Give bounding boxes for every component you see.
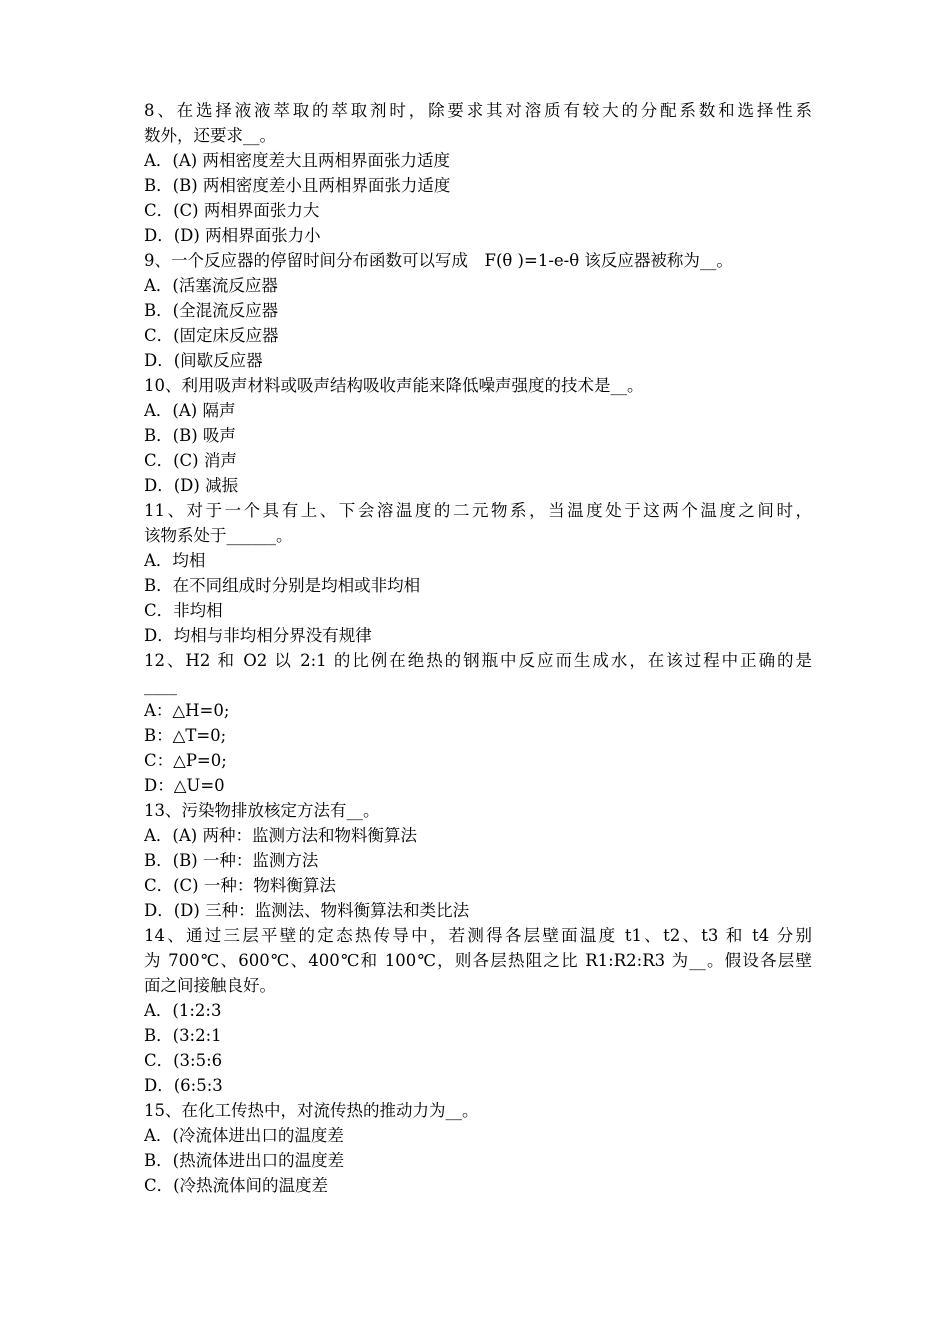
answer-option: A．(活塞流反应器 bbox=[144, 276, 278, 295]
document-page bbox=[144, 98, 812, 1198]
question-stem-line: 11、对于一个具有上、下会溶温度的二元物系，当温度处于这两个温度之间时， bbox=[144, 501, 812, 520]
question-11 bbox=[144, 498, 812, 648]
question-stem-line: 12、H2 和 O2 以 2:1 的比例在绝热的钢瓶中反应而生成水，在该过程中正确的是 bbox=[144, 651, 812, 670]
question-13 bbox=[144, 798, 812, 923]
answer-option: A．(1:2:3 bbox=[144, 1001, 222, 1020]
question-10 bbox=[144, 373, 812, 498]
answer-option: B．(热流体进出口的温度差 bbox=[144, 1151, 345, 1170]
question-12 bbox=[144, 648, 812, 798]
question-stem-line: 13、污染物排放核定方法有__。 bbox=[144, 801, 380, 820]
answer-option: D．(D) 减振 bbox=[144, 476, 239, 495]
answer-option: B．(全混流反应器 bbox=[144, 301, 279, 320]
question-stem-line: 15、在化工传热中，对流传热的推动力为__。 bbox=[144, 1101, 479, 1120]
question-stem-line: 9、一个反应器的停留时间分布函数可以写成 F(θ )=1-e-θ 该反应器被称为__。 bbox=[144, 251, 733, 270]
question-14 bbox=[144, 923, 812, 1098]
question-stem-line: ____ bbox=[144, 676, 177, 695]
answer-option: C．(3:5:6 bbox=[144, 1051, 223, 1070]
question-stem-line: 为 700℃、600℃、400℃和 100℃，则各层热阻之比 R1:R2:R3 为__。假设各层壁 bbox=[144, 951, 812, 970]
answer-option: A．(A) 两相密度差大且两相界面张力适度 bbox=[144, 151, 450, 170]
answer-option: B．(3:2:1 bbox=[144, 1026, 222, 1045]
answer-option: D．(6:5:3 bbox=[144, 1076, 223, 1095]
question-stem-line: 面之间接触良好。 bbox=[144, 976, 276, 995]
question-stem-line: 8、在选择液液萃取的萃取剂时，除要求其对溶质有较大的分配系数和选择性系 bbox=[144, 101, 812, 120]
answer-option: D．均相与非均相分界没有规律 bbox=[144, 626, 372, 645]
answer-option: C．非均相 bbox=[144, 601, 223, 620]
question-stem-line: 14、通过三层平壁的定态热传导中，若测得各层壁面温度 t1、t2、t3 和 t4 分别 bbox=[144, 926, 812, 945]
answer-option: B．在不同组成时分别是均相或非均相 bbox=[144, 576, 421, 595]
answer-option: C．(冷热流体间的温度差 bbox=[144, 1176, 329, 1195]
answer-option: D．(D) 三种：监测法、物料衡算法和类比法 bbox=[144, 901, 470, 920]
answer-option: A．(A) 两种：监测方法和物料衡算法 bbox=[144, 826, 417, 845]
question-stem-line: 10、利用吸声材料或吸声结构吸收声能来降低噪声强度的技术是__。 bbox=[144, 376, 644, 395]
question-15 bbox=[144, 1098, 812, 1198]
answer-option: D：△U=0 bbox=[144, 776, 225, 795]
answer-option: C．(固定床反应器 bbox=[144, 326, 279, 345]
question-stem-line: 数外，还要求__。 bbox=[144, 126, 276, 145]
answer-option: B．(B) 吸声 bbox=[144, 426, 236, 445]
answer-option: C．(C) 一种：物料衡算法 bbox=[144, 876, 336, 895]
answer-option: C．(C) 两相界面张力大 bbox=[144, 201, 320, 220]
answer-option: A．均相 bbox=[144, 551, 206, 570]
answer-option: D．(D) 两相界面张力小 bbox=[144, 226, 321, 245]
answer-option: C．(C) 消声 bbox=[144, 451, 237, 470]
answer-option: B．(B) 两相密度差小且两相界面张力适度 bbox=[144, 176, 451, 195]
question-9 bbox=[144, 248, 812, 373]
answer-option: C：△P=0; bbox=[144, 751, 227, 770]
question-stem-line: 该物系处于______。 bbox=[144, 526, 293, 545]
answer-option: B．(B) 一种：监测方法 bbox=[144, 851, 319, 870]
question-8 bbox=[144, 98, 812, 248]
answer-option: A．(冷流体进出口的温度差 bbox=[144, 1126, 344, 1145]
answer-option: A：△H=0; bbox=[144, 701, 230, 720]
answer-option: B：△T=0; bbox=[144, 726, 227, 745]
answer-option: D．(间歇反应器 bbox=[144, 351, 263, 370]
answer-option: A．(A) 隔声 bbox=[144, 401, 236, 420]
